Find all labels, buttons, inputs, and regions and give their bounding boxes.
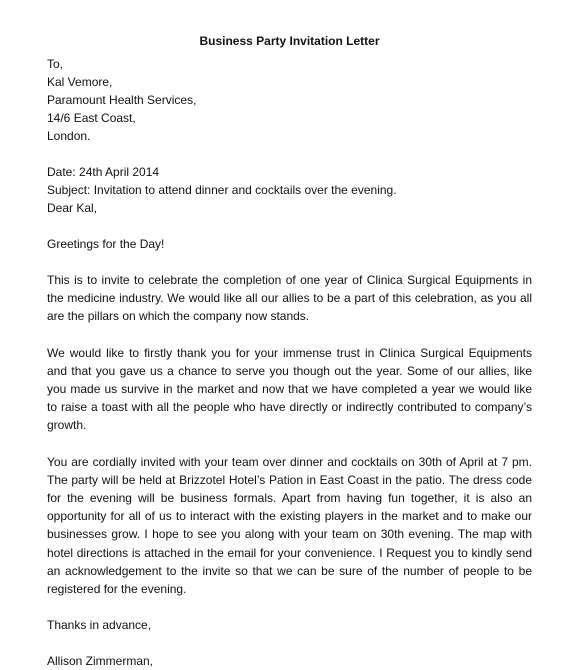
spacer bbox=[47, 435, 532, 453]
body-paragraph-1: This is to invite to celebrate the completion of one year of Clinica Surgical Equipments in the medicine industry. We would like all our allies to be a part of this celebration, as you all are the pillars on which the company now stands. bbox=[47, 273, 532, 324]
recipient-name: Kal Vemore, bbox=[47, 75, 113, 89]
spacer bbox=[47, 326, 532, 344]
letter-subject: Subject: Invitation to attend dinner and cocktails over the evening. bbox=[47, 183, 397, 197]
recipient-city: London. bbox=[47, 129, 91, 143]
letter-closing: Thanks in advance, bbox=[47, 618, 152, 633]
letter-title: Business Party Invitation Letter bbox=[199, 34, 380, 48]
letter-salutation: Dear Kal, bbox=[47, 201, 98, 215]
letter-greeting: Greetings for the Day! bbox=[47, 237, 165, 251]
body-paragraph-2: We would like to firstly thank you for your immense trust in Clinica Surgical Equipments and that you gave us a chance to serve you though out the year. Some of our allies, like you made us survive in the market and now that we have completed a year we would like to raise a toast with all the people who have directly or indirectly contributed to company’s growth. bbox=[47, 345, 532, 433]
spacer bbox=[47, 145, 532, 163]
recipient-address: 14/6 East Coast, bbox=[47, 111, 136, 125]
recipient-block bbox=[47, 55, 532, 145]
recipient-company: Paramount Health Services, bbox=[47, 93, 197, 107]
spacer bbox=[47, 217, 532, 235]
body-paragraph-3: You are cordially invited with your team over dinner and cocktails on 30th of April at 7 pm. The party will be held at Brizzotel Hotel’s Pation in East Coast in the patio. The dress code for the evening will be business formals. Apart from having fun together, it is also an opportunity for all of us to interact with the existing players in the market and to make our businesses grow. I hope to see you along with your team on 30th evening. The map with hotel directions is attached in the email for your convenience. I Request you to kindly send an acknowledgement to the invite so that we can be sure of the number of people to be registered for the evening. bbox=[47, 454, 532, 597]
letter-page bbox=[47, 34, 532, 670]
letter-date: Date: 24th April 2014 bbox=[47, 165, 160, 179]
spacer bbox=[47, 253, 532, 271]
spacer bbox=[47, 634, 532, 652]
spacer bbox=[47, 598, 532, 616]
recipient-to: To, bbox=[47, 57, 64, 71]
signature-name: Allison Zimmerman, bbox=[47, 654, 154, 669]
